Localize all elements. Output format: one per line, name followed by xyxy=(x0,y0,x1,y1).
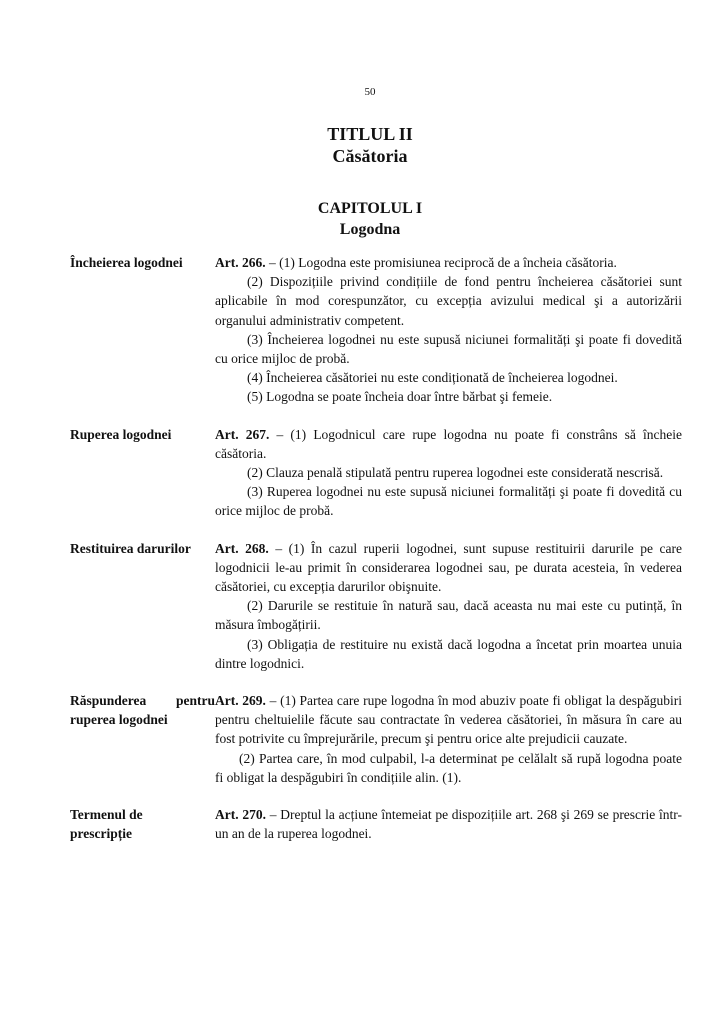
paragraph xyxy=(215,805,682,843)
chapter-heading xyxy=(0,198,728,240)
title-heading xyxy=(0,123,728,167)
article-number: Art. 268. xyxy=(215,540,269,556)
article-number: Art. 269. xyxy=(215,693,266,709)
paragraph: (2) Dispozițiile privind condițiile de fond pentru încheierea căsătoriei sunt aplicabile în mod corespunzător, cu excepția avizului medical şi a autorizării organului administrativ competent. xyxy=(215,274,682,328)
article-number: Art. 267. xyxy=(215,426,270,442)
article-body xyxy=(215,805,682,843)
side-label: Ruperea logodnei xyxy=(70,426,172,442)
paragraph: (4) Încheierea căsătoriei nu este condiționată de încheierea logodnei. xyxy=(247,370,618,386)
paragraph-text: – Dreptul la acțiune întemeiat pe dispozițiile art. 268 şi 269 se prescrie într-un an de la ruperea logodnei. xyxy=(215,807,682,842)
article-269 xyxy=(70,691,682,787)
paragraph-text: – (1) Logodna este promisiunea reciprocă de a încheia căsătoria. xyxy=(265,255,617,270)
paragraph: (2) Darurile se restituie în natură sau, dacă aceasta nu mai este cu putință, în măsura îmbogățirii. xyxy=(215,598,682,633)
chapter-line-1: CAPITOLUL I xyxy=(317,200,423,217)
title-line-1: TITLUL II xyxy=(327,124,413,144)
article-body xyxy=(215,691,682,787)
article-number: Art. 270. xyxy=(215,807,266,823)
paragraph: (5) Logodna se poate încheia doar între bărbat şi femeie. xyxy=(247,389,553,405)
side-label: Răspunderea pentru ruperea logodnei xyxy=(70,693,215,728)
side-label: Restituirea darurilor xyxy=(70,540,191,556)
article-266 xyxy=(70,253,682,407)
article-270 xyxy=(70,805,682,843)
paragraph xyxy=(215,539,682,597)
paragraph-text: – (1) Logodnicul care rupe logodna nu poate fi constrâns să încheie căsătoria. xyxy=(215,426,682,461)
paragraph xyxy=(215,253,682,272)
side-label: Termenul de prescripție xyxy=(70,807,143,842)
article-body xyxy=(215,253,682,407)
article-number: Art. 266. xyxy=(215,255,266,270)
paragraph: (2) Clauza penală stipulată pentru ruperea logodnei este considerată nescrisă. xyxy=(247,465,664,481)
paragraph: (2) Partea care, în mod culpabil, l-a determinat pe celălalt să rupă logodna poate fi obligat la despăgubiri în condițiile alin. (1). xyxy=(215,750,682,785)
side-label: Încheierea logodnei xyxy=(70,255,183,270)
paragraph-text: – (1) În cazul ruperii logodnei, sunt supuse restituirii darurile pe care logodnicii le-au primit în considerarea logodnei sau, pe durata acesteia, în vederea căsătoriei, cu excepția darurilor obişnuite. xyxy=(215,540,682,595)
title-line-2: Căsătoria xyxy=(332,146,408,166)
article-267 xyxy=(70,425,682,521)
articles-section xyxy=(70,253,682,843)
paragraph: (3) Obligația de restituire nu există dacă logodna a încetat prin moartea unuia dintre logodnici. xyxy=(215,636,682,671)
article-268 xyxy=(70,539,682,673)
paragraph: (3) Încheierea logodnei nu este supusă niciunei formalități şi poate fi dovedită cu orice mijloc de probă. xyxy=(215,331,682,367)
paragraph xyxy=(215,691,682,749)
paragraph: (3) Ruperea logodnei nu este supusă niciunei formalități şi poate fi dovedită cu orice mijloc de probă. xyxy=(215,484,682,519)
page-number: 50 xyxy=(364,86,376,98)
chapter-line-2: Logodna xyxy=(339,221,401,238)
paragraph-text: – (1) Partea care rupe logodna în mod abuziv poate fi obligat la despăgubiri pentru cheltuielile făcute sau contractate în vederea căsătoriei, în măsura în care au fost potrivite cu împrejurările, precum şi pentru orice alte prejudicii cauzate. xyxy=(215,693,682,747)
article-body xyxy=(215,425,682,521)
paragraph xyxy=(215,425,682,463)
article-body xyxy=(215,539,682,673)
